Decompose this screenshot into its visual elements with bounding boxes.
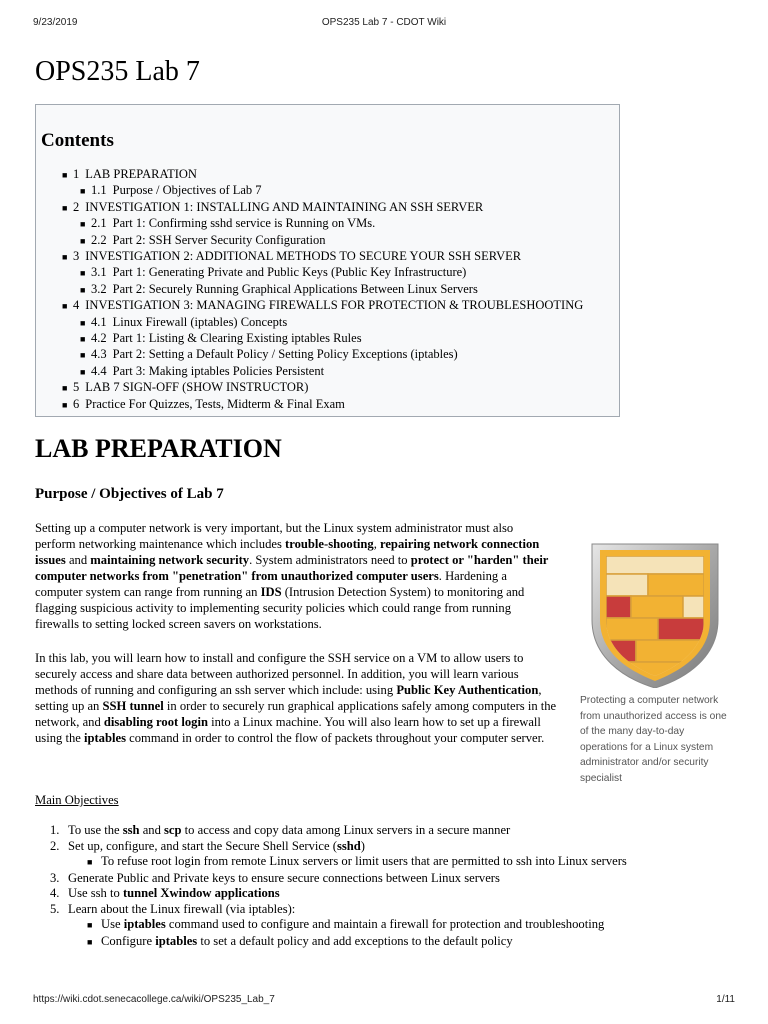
toc-number: 6: [73, 396, 80, 411]
toc-item[interactable]: [62, 298, 583, 314]
toc-number: 2: [73, 199, 80, 214]
bold-text: protect or "harden" their computer networks from "penetration" from unauthorized computer users: [35, 553, 549, 583]
toc-item[interactable]: [62, 167, 583, 183]
text-run: ): [360, 838, 365, 853]
main-objectives-label: Main Objectives: [35, 793, 119, 807]
image-caption: Protecting a computer network from unauthorized access is one of the many day-to-day operations for a Linux system administrator and/or security specialist: [580, 695, 727, 784]
toc-subitem[interactable]: [80, 282, 583, 298]
toc-item[interactable]: [62, 380, 583, 396]
toc-item[interactable]: [62, 200, 583, 216]
text-run: ,: [373, 537, 380, 551]
bullet-icon: ■: [80, 350, 86, 361]
text-run: to set a default policy and add exceptions to the default policy: [197, 933, 513, 948]
bullet-icon: ■: [62, 383, 68, 394]
objective-item: [50, 839, 627, 855]
bold-text: IDS: [260, 585, 282, 599]
text-run: Setting up a computer network is very important, but the Linux system administrator must also perform networking maintenance which includes: [35, 521, 514, 551]
toc-number: 4.3: [91, 347, 107, 362]
toc-label: Part 2: SSH Server Security Configuration: [112, 232, 326, 247]
text-run: (Intrusion Detection System) to monitoring and flagging suspicious activity to implementing security policies which could range from running firewalls to setting locked screen savers on workstations.: [35, 585, 525, 631]
bold-text: iptables: [155, 933, 198, 948]
toc-sublist: [80, 183, 583, 199]
toc-sublist: [80, 315, 583, 381]
bullet-icon: ■: [80, 235, 86, 246]
objective-number: 2.: [50, 838, 60, 853]
toc-label: LAB 7 SIGN-OFF (SHOW INSTRUCTOR): [85, 380, 309, 395]
text-run: and: [65, 553, 91, 567]
bold-text: SSH tunnel: [102, 699, 164, 713]
toc-label: Part 1: Confirming sshd service is Running on VMs.: [112, 216, 376, 231]
objective-sublist: [87, 854, 627, 871]
bullet-icon: ■: [62, 252, 68, 263]
print-date: 9/23/2019: [33, 17, 78, 28]
toc-number: 5: [73, 380, 80, 395]
text-run: Use ssh to: [68, 886, 123, 900]
bullet-icon: ■: [62, 301, 68, 312]
objective-subitem: [87, 917, 627, 934]
section-subheading: Purpose / Objectives of Lab 7: [35, 486, 224, 502]
bullet-icon: ■: [80, 366, 86, 377]
text-run: Set up, configure, and start the Secure Shell Service (: [68, 838, 337, 853]
security-shield-brick-wall-icon: [588, 536, 722, 688]
toc-label: Practice For Quizzes, Tests, Midterm & Final Exam: [85, 396, 345, 411]
objective-number: 4.: [50, 886, 60, 900]
bold-text: trouble-shooting: [285, 537, 374, 551]
bullet-icon: ■: [80, 268, 86, 279]
toc-subitem[interactable]: [80, 331, 583, 347]
objective-item: [50, 886, 627, 902]
toc-number: 2.1: [91, 216, 107, 231]
toc-number: 4.4: [91, 363, 107, 378]
bold-text: tunnel Xwindow applications: [122, 886, 280, 900]
print-footer-url: https://wiki.cdot.senecacollege.ca/wiki/OPS235_Lab_7: [33, 994, 275, 1005]
toc-item[interactable]: [62, 249, 583, 265]
toc-number: 1: [73, 167, 80, 181]
toc-subitem[interactable]: [80, 364, 583, 380]
toc-number: 3.1: [91, 265, 107, 280]
toc-label: Part 2: Securely Running Graphical Applications Between Linux Servers: [112, 281, 478, 296]
toc-label: Purpose / Objectives of Lab 7: [112, 183, 262, 198]
bullet-icon: ■: [80, 317, 86, 328]
toc-subitem[interactable]: [80, 265, 583, 281]
bullet-icon: ■: [87, 857, 93, 867]
text-run: . Hardening a computer system can range from running an: [35, 569, 507, 599]
bold-text: iptables: [83, 731, 126, 745]
toc-label: LAB PREPARATION: [85, 167, 197, 181]
toc-list: [62, 167, 583, 413]
objective-item: [50, 902, 627, 918]
intro-paragraph: [35, 520, 555, 632]
toc-sublist: [80, 265, 583, 298]
toc-title: Contents: [41, 130, 114, 151]
toc-subitem[interactable]: [80, 216, 583, 232]
toc-number: 3: [73, 249, 80, 264]
bullet-icon: ■: [80, 334, 86, 345]
bold-text: ssh: [122, 823, 140, 837]
toc-number: 4.1: [91, 314, 107, 329]
objective-subitem: [87, 854, 627, 871]
bullet-icon: ■: [62, 202, 68, 213]
toc-label: Part 1: Listing & Clearing Existing iptables Rules: [112, 331, 362, 346]
toc-number: 4: [73, 298, 80, 313]
toc-label: INVESTIGATION 1: INSTALLING AND MAINTAINING AN SSH SERVER: [85, 199, 484, 214]
objectives-list: [50, 823, 627, 950]
text-run: in order to securely run graphical applications safely among computers in the network, and: [35, 699, 557, 729]
text-run: Configure: [101, 933, 156, 948]
print-header-title: OPS235 Lab 7 - CDOT Wiki: [321, 17, 447, 28]
bullet-icon: ■: [87, 936, 93, 947]
text-run: to access and copy data among Linux servers in a secure manner: [181, 823, 511, 837]
bold-text: scp: [164, 823, 182, 837]
toc-number: 3.2: [91, 281, 107, 296]
text-run: into a Linux machine. You will also learn how to set up a firewall using the: [35, 715, 541, 745]
text-run: . System administrators need to: [249, 553, 411, 567]
objective-subitem: [87, 934, 627, 951]
text-run: To refuse root login from remote Linux servers or limit users that are permitted to ssh into Linux servers: [101, 854, 627, 868]
toc-subitem[interactable]: [80, 347, 583, 363]
toc-label: Part 1: Generating Private and Public Keys (Public Key Infrastructure): [112, 265, 467, 280]
text-run: and: [139, 823, 165, 837]
toc-label: Part 2: Setting a Default Policy / Setting Policy Exceptions (iptables): [112, 347, 458, 362]
bullet-icon: ■: [80, 284, 86, 295]
toc-label: Linux Firewall (iptables) Concepts: [112, 314, 288, 329]
bold-text: maintaining network security: [90, 553, 250, 567]
text-run: Generate Public and Private keys to ensure secure connections between Linux servers: [68, 870, 500, 885]
print-page-number: 1/11: [716, 994, 735, 1005]
objective-item: [50, 871, 627, 887]
toc-label: INVESTIGATION 3: MANAGING FIREWALLS FOR PROTECTION & TROUBLESHOOTING: [85, 298, 584, 313]
lab-overview-paragraph: [35, 650, 560, 746]
bold-text: repairing network connection issues: [35, 537, 540, 567]
text-run: In this lab, you will learn how to install and configure the SSH service on a VM to allow users to securely access and share data between authorized personnel. In addition, you will learn various methods of running and configuring an ssh server which include: using: [35, 651, 524, 697]
table-of-contents: [35, 104, 620, 417]
toc-label: Part 3: Making iptables Policies Persistent: [112, 363, 325, 378]
text-run: Use: [101, 917, 124, 931]
objective-number: 5.: [50, 901, 60, 916]
toc-subitem[interactable]: [80, 315, 583, 331]
toc-item[interactable]: [62, 397, 583, 413]
bullet-icon: ■: [87, 920, 93, 930]
text-run: , setting up an: [35, 683, 542, 713]
objective-number: 1.: [50, 823, 60, 837]
toc-subitem[interactable]: [80, 233, 583, 249]
toc-label: INVESTIGATION 2: ADDITIONAL METHODS TO SECURE YOUR SSH SERVER: [85, 249, 522, 264]
bold-text: sshd: [336, 838, 361, 853]
bullet-icon: ■: [62, 399, 68, 410]
objective-number: 3.: [50, 870, 60, 885]
bold-text: iptables: [123, 917, 166, 931]
text-run: command in order to control the flow of packets throughout your computer server.: [125, 731, 545, 745]
bullet-icon: ■: [62, 170, 68, 180]
toc-number: 2.2: [91, 232, 107, 247]
text-run: Learn about the Linux firewall (via iptables):: [68, 901, 296, 916]
toc-number: 1.1: [91, 183, 107, 198]
objective-sublist: [87, 917, 627, 950]
text-run: To use the: [68, 823, 123, 837]
bold-text: disabling root login: [103, 715, 208, 729]
toc-sublist: [80, 216, 583, 249]
bullet-icon: ■: [80, 186, 86, 197]
toc-subitem[interactable]: [80, 183, 583, 199]
text-run: command used to configure and maintain a firewall for protection and troubleshooting: [165, 917, 605, 931]
objective-item: [50, 823, 627, 839]
bold-text: Public Key Authentication: [396, 683, 539, 697]
section-heading: LAB PREPARATION: [35, 434, 282, 463]
toc-number: 4.2: [91, 331, 107, 346]
bullet-icon: ■: [80, 219, 86, 230]
page-title: OPS235 Lab 7: [35, 56, 200, 87]
